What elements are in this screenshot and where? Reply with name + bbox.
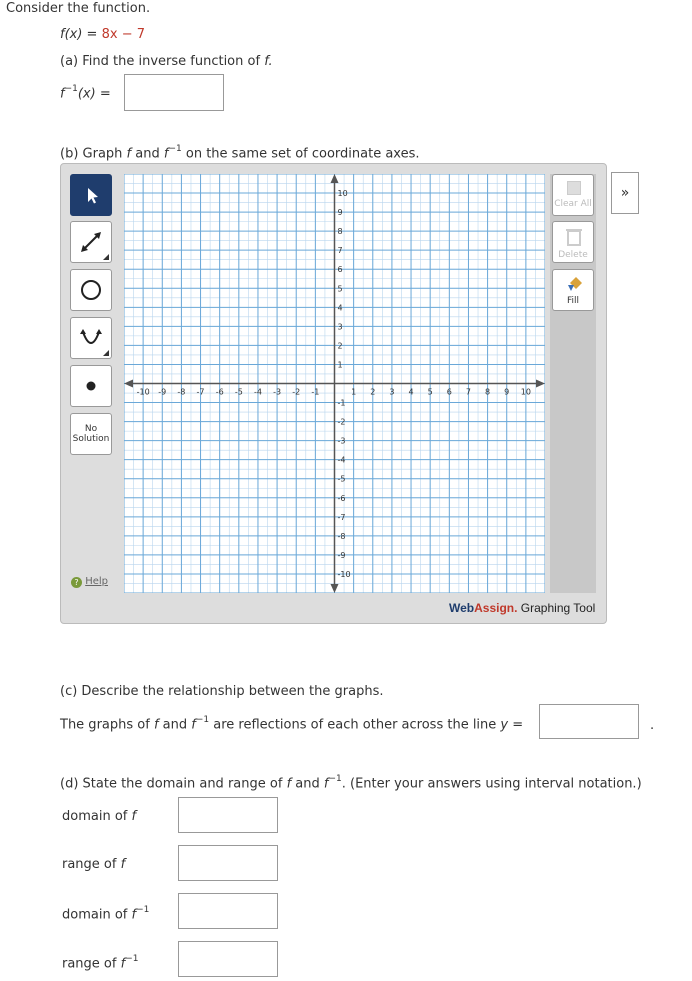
row-sup: −1 — [125, 954, 139, 964]
part-a-text: (a) Find the inverse function of — [60, 54, 261, 69]
parabola-tool-button[interactable] — [70, 317, 112, 359]
part-d-f: f — [286, 776, 292, 792]
part-c-sup: −1 — [195, 715, 210, 725]
part-a-answer-label — [60, 85, 111, 101]
part-b-prompt — [60, 145, 420, 161]
x-tick-label: 6 — [446, 387, 452, 397]
help-link[interactable] — [71, 576, 108, 588]
x-tick-label: -10 — [136, 387, 150, 397]
x-tick-label: 5 — [427, 387, 433, 397]
row-var: f — [120, 956, 126, 972]
fill-button[interactable] — [552, 269, 594, 311]
part-c-pre: The graphs of — [60, 717, 150, 733]
part-b-sup: −1 — [168, 144, 182, 154]
part-c-and: and — [162, 717, 188, 733]
domain-finv-input[interactable] — [178, 893, 278, 929]
line-tool-button[interactable] — [70, 221, 112, 263]
help-label: Help — [85, 576, 108, 587]
part-d-sup: −1 — [328, 774, 342, 784]
part-d-post: . (Enter your answers using interval notation.) — [341, 776, 642, 792]
part-c-heading: (c) Describe the relationship between the graphs. — [60, 684, 384, 699]
range-f-label — [62, 857, 125, 872]
fill-bucket-icon — [567, 275, 583, 293]
range-finv-label — [62, 955, 138, 971]
row-label: range of — [62, 857, 117, 872]
intro-text: Consider the function. — [6, 1, 151, 16]
y-tick-label: 8 — [337, 227, 343, 237]
domain-f-input[interactable] — [178, 797, 278, 833]
y-tick-label: 6 — [337, 265, 343, 275]
parabola-tool-dropdown-icon — [103, 350, 109, 356]
no-solution-button[interactable] — [70, 413, 112, 455]
domain-finv-label — [62, 906, 149, 922]
graphing-tool — [60, 163, 630, 624]
y-tick-label: -7 — [337, 512, 346, 522]
x-tick-label: -8 — [177, 387, 186, 397]
part-c-eq: = — [512, 717, 524, 733]
x-tick-label: -3 — [273, 387, 282, 397]
part-b-f: f — [126, 146, 132, 162]
pointer-icon — [71, 175, 111, 215]
part-c-statement — [60, 716, 523, 732]
function-eq: = — [82, 27, 102, 42]
row-var: f — [131, 809, 137, 824]
part-d-and: and — [295, 776, 320, 792]
part-d-pre: (d) State the domain and range of — [60, 776, 283, 792]
y-tick-label: -5 — [337, 474, 346, 484]
row-label: domain of — [62, 809, 128, 824]
part-b-rest: on the same set of coordinate axes. — [185, 146, 420, 162]
line-tool-dropdown-icon — [103, 254, 109, 260]
reflection-line-input[interactable] — [539, 704, 639, 739]
x-tick-label: 3 — [389, 387, 395, 397]
brand-web: Web — [449, 601, 475, 615]
part-c-period: . — [650, 718, 655, 733]
y-tick-label: -6 — [337, 493, 346, 503]
y-tick-label: -2 — [337, 417, 346, 427]
no-solution-line1: No — [84, 424, 98, 434]
row-var: f — [131, 907, 137, 923]
pointer-tool-button[interactable] — [70, 174, 112, 216]
part-d-finv: f — [323, 776, 329, 792]
x-tick-label: -5 — [234, 387, 243, 397]
part-c-f: f — [153, 717, 159, 733]
x-tick-label: 7 — [465, 387, 472, 397]
fill-label: Fill — [566, 296, 580, 306]
coordinate-grid[interactable] — [124, 174, 545, 593]
circle-icon — [71, 270, 111, 310]
webassign-brand — [449, 601, 595, 615]
function-rhs: 8x − 7 — [101, 27, 145, 42]
x-tick-label: 2 — [370, 387, 376, 397]
inverse-function-input[interactable] — [124, 74, 224, 111]
x-tick-label: -9 — [158, 387, 167, 397]
x-tick-label: -4 — [253, 387, 262, 397]
y-tick-label: 7 — [337, 246, 343, 256]
trash-icon — [566, 227, 582, 247]
clear-all-label: Clear All — [554, 199, 592, 209]
domain-f-label — [62, 809, 136, 824]
point-tool-button[interactable] — [70, 365, 112, 407]
y-tick-label: -4 — [337, 455, 346, 465]
range-finv-input[interactable] — [178, 941, 278, 977]
part-b-finv: f — [163, 146, 169, 162]
label-f: f — [60, 86, 65, 102]
function-lhs: f(x) — [60, 27, 83, 42]
row-sup: −1 — [136, 905, 150, 915]
y-tick-label: -3 — [337, 436, 346, 446]
brand-assign: Assign. — [474, 601, 518, 615]
row-label: range of — [62, 956, 117, 972]
row-var: f — [120, 857, 126, 872]
clear-all-icon — [567, 181, 581, 195]
delete-label: Delete — [558, 250, 588, 260]
expand-button[interactable]: » — [611, 172, 639, 214]
no-solution-line2: Solution — [72, 434, 110, 444]
y-tick-label: 5 — [337, 284, 343, 294]
y-tick-label: -10 — [337, 569, 351, 579]
part-c-finv: f — [191, 717, 196, 733]
circle-tool-button[interactable] — [70, 269, 112, 311]
brand-rest: Graphing Tool — [517, 601, 596, 615]
delete-button[interactable] — [552, 221, 594, 263]
label-rest: (x) = — [77, 86, 111, 102]
help-icon: ? — [71, 577, 82, 588]
clear-all-button[interactable] — [552, 174, 594, 216]
part-b-text: (b) Graph — [60, 146, 123, 162]
part-a-var: f. — [264, 54, 273, 69]
y-tick-label: -1 — [337, 398, 346, 408]
y-tick-label: 9 — [337, 208, 343, 218]
range-f-input[interactable] — [178, 845, 278, 881]
x-tick-label: -6 — [215, 387, 224, 397]
x-tick-label: -2 — [292, 387, 301, 397]
label-sup: −1 — [64, 84, 78, 94]
x-tick-label: 8 — [485, 387, 491, 397]
y-tick-label: 1 — [337, 360, 343, 370]
function-definition — [60, 27, 145, 42]
part-d-heading — [60, 775, 642, 791]
row-label: domain of — [62, 907, 128, 923]
x-tick-label: -1 — [311, 387, 320, 397]
point-icon — [71, 366, 111, 406]
part-c-post: are reflections of each other across the line — [213, 717, 497, 733]
y-tick-label: -8 — [337, 531, 346, 541]
x-tick-label: -7 — [196, 387, 205, 397]
x-tick-label: 10 — [520, 387, 531, 397]
part-a-prompt — [60, 54, 273, 69]
y-tick-label: 2 — [337, 341, 343, 351]
part-b-and: and — [135, 146, 160, 162]
x-tick-label: 4 — [408, 387, 414, 397]
y-tick-label: 3 — [337, 322, 343, 332]
y-tick-label: 4 — [337, 303, 343, 313]
x-tick-label: 9 — [504, 387, 510, 397]
y-tick-label: -9 — [337, 550, 346, 560]
part-c-y: y — [500, 717, 509, 733]
x-tick-label: 1 — [351, 387, 357, 397]
y-tick-label: 10 — [337, 189, 348, 199]
